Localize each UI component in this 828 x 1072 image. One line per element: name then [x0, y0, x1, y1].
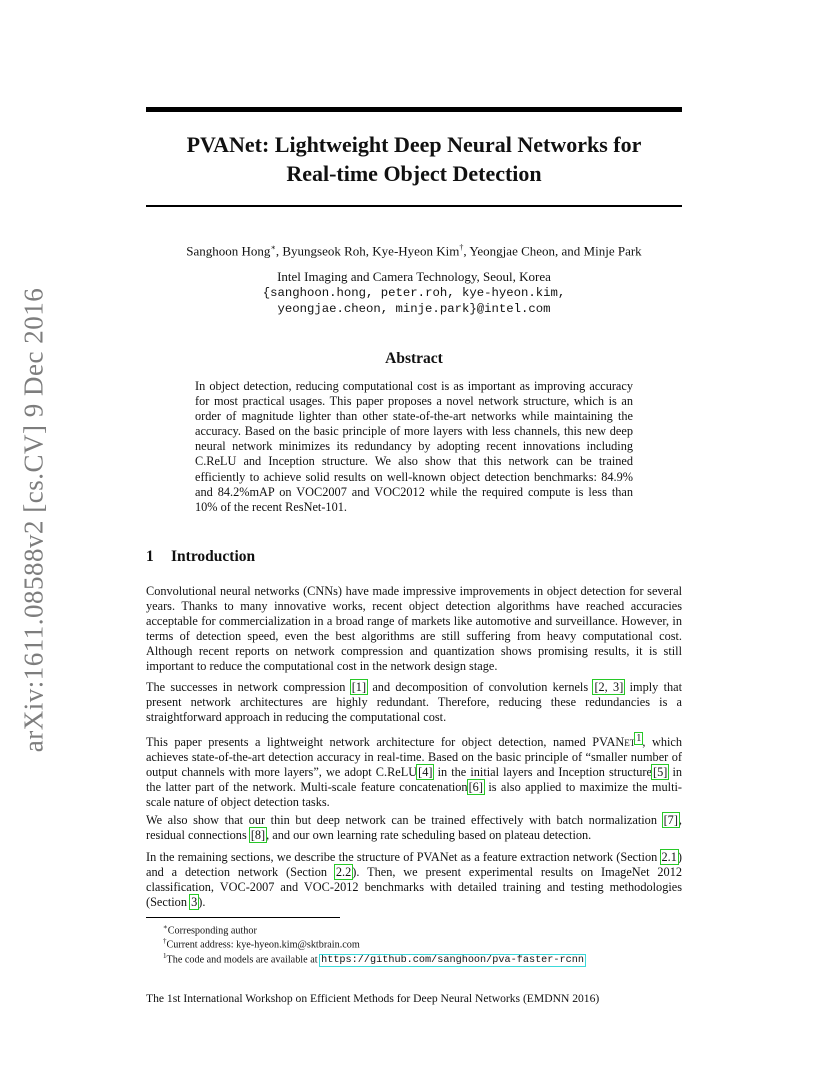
email-line-2: yeongjae.cheon, minje.park}@intel.com: [277, 302, 551, 316]
affiliation: Intel Imaging and Camera Technology, Seoul, Korea: [277, 269, 551, 284]
footnote-link[interactable]: 1: [636, 733, 642, 744]
author-list: [146, 239, 682, 260]
footnote-2: †Current address: kye-hyeon.kim@sktbrain.com: [163, 937, 360, 951]
email-line-1: {sanghoon.hong, peter.roh, kye-hyeon.kim,: [262, 286, 566, 300]
citation-link[interactable]: [6]: [468, 780, 483, 795]
footnote-3: $^1$The code and models are available at https://github.com/sanghoon/pva-faster-rcnn: [163, 952, 584, 967]
citation-link[interactable]: [5]: [653, 765, 668, 780]
citation-link[interactable]: [2, 3]: [594, 680, 624, 694]
citation-link[interactable]: [1]: [351, 680, 367, 694]
abstract-heading: Abstract: [385, 350, 443, 367]
abstract-text: In object detection, reducing computational cost is as important as improving accuracy for most practical usages. This paper proposes a novel network structure, which is an order of magnitude lighter than other state-of-the-art networks while maintaining the accuracy. Based on the basic principle of more layers with less channels, this new deep neural network minimizes its redundancy by adopting recent innovations including C.ReLU and Inception structure. We also show that this network can be trained efficiently to achieve solid results on well-known object detection benchmarks: 84.9% and 84.2%mAP on VOC2007 and VOC2012 while the required compute is less than 10% of the recent ResNet-101.: [195, 379, 633, 514]
paper-title: [146, 130, 682, 188]
footnote-rule: [146, 917, 340, 918]
title-rule-top: [146, 107, 682, 112]
citation-link[interactable]: [4]: [418, 765, 433, 780]
author-1-mark: ∗: [270, 243, 276, 252]
section-link[interactable]: 2.2: [335, 865, 352, 880]
author-3: , Yeongjae Cheon, and Minje Park: [463, 243, 642, 259]
author-2: , Byungseok Roh, Kye-Hyeon Kim: [275, 243, 460, 259]
intro-paragraph-5: In the remaining sections, we describe the structure of PVANet as a feature extraction network (Section 2.1) and a detection network (Section 2.2). Then, we present experimental results on ImageNet 2012 classification, VOC-2007 and VOC-2012 benchmarks with detailed training and testing methodologies (Section 3).: [146, 850, 682, 910]
title-line-1: PVANet: Lightweight Deep Neural Networks for: [186, 132, 642, 157]
title-line-2: Real-time Object Detection: [286, 161, 542, 186]
venue-footer: The 1st International Workshop on Efficient Methods for Deep Neural Networks (EMDNN 2016): [146, 992, 600, 1005]
section-link[interactable]: 3: [191, 895, 198, 910]
section-heading-introduction: [146, 548, 255, 566]
code-url-link[interactable]: https://github.com/sanghoon/pva-faster-rcnn: [321, 955, 584, 967]
intro-paragraph-3: This paper presents a lightweight network architecture for object detection, named PVANet$^1$, which achieves state-of-the-art detection accuracy in real-time. Based on the basic principle of “smaller number of output channels with more layers”, we adopt C.ReLU[4] in the initial layers and Inception structure[5] in the latter part of the network. Multi-scale feature concatenation[6] is also applied to maximize the multi-scale nature of object detection tasks.: [146, 733, 683, 810]
email-block: [146, 285, 682, 317]
section-link[interactable]: 2.1: [661, 850, 677, 864]
arxiv-id: arXiv:1611.08588v2 [cs.CV] 9 Dec 2016: [18, 287, 49, 753]
section-number: 1: [146, 548, 154, 565]
arxiv-stamp: [14, 287, 54, 753]
citation-link[interactable]: [7]: [663, 813, 678, 827]
citation-link[interactable]: [8]: [250, 828, 266, 843]
author-2-mark: †: [459, 243, 464, 252]
section-title: Introduction: [171, 548, 256, 565]
author-1: Sanghoon Hong: [186, 243, 271, 259]
intro-paragraph-4: We also show that our thin but deep network can be trained effectively with batch normalization [7], residual connections [8], and our own learning rate scheduling based on plateau detection.: [146, 813, 682, 843]
intro-paragraph-2: The successes in network compression [1] and decomposition of convolution kernels [2, 3] imply that present network architectures are highly redundant. Therefore, reducing these redundancies is a straightforward approach in reducing the computational cost.: [146, 680, 683, 725]
footnote-1: ∗Corresponding author: [163, 923, 257, 937]
intro-paragraph-1: Convolutional neural networks (CNNs) have made impressive improvements in object detection for several years. Thanks to many innovative works, recent object detection algorithms have reached accuracies acceptable for commercialization in a broad range of markets like automotive and surveillance. However, in terms of detection speed, even the best algorithms are still suffering from heavy computational cost. Although recent reports on network compression and quantization shows promising results, it is still important to reduce the computational cost in the network design stage.: [146, 584, 682, 674]
title-rule-bottom: [146, 205, 682, 207]
